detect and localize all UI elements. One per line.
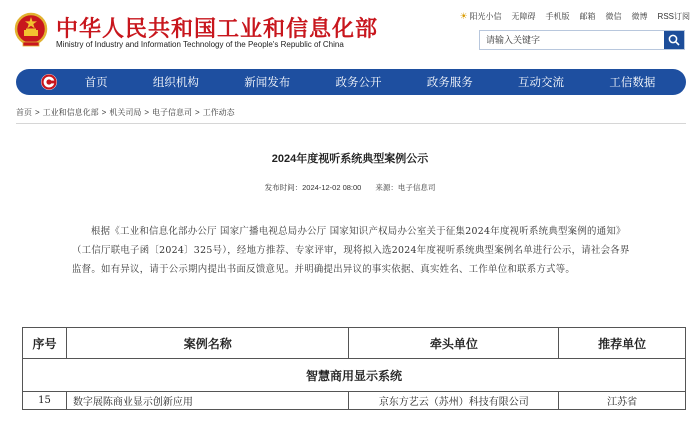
header-no: 序号 [23, 328, 67, 359]
breadcrumb-separator: > [35, 108, 40, 117]
header-case-name: 案例名称 [66, 328, 349, 359]
header-recommender: 推荐单位 [559, 328, 686, 359]
breadcrumb-separator: > [144, 108, 150, 117]
search-input[interactable] [480, 31, 664, 49]
source-label: 来源： [375, 183, 398, 192]
breadcrumb-separator: > [101, 108, 107, 117]
top-link-rss[interactable]: RSS订阅 [657, 12, 690, 21]
miit-logo-svg [39, 72, 59, 92]
miit-logo-icon[interactable] [36, 69, 62, 95]
top-link-sunshine[interactable]: ☀ 阳光小信 [459, 11, 502, 21]
nav-item-organization[interactable]: 组织机构 [152, 77, 199, 89]
row-no: 15 [23, 392, 67, 410]
top-link-mail[interactable]: 邮箱 [579, 12, 596, 21]
top-links [459, 11, 690, 22]
row-recommender: 江苏省 [559, 392, 686, 410]
category-row [23, 359, 686, 392]
breadcrumb [16, 107, 235, 118]
search-button[interactable] [664, 31, 684, 49]
nav-item-home[interactable]: 首页 [84, 77, 108, 89]
breadcrumb-home[interactable]: 首页 [16, 108, 32, 117]
breadcrumb-departments[interactable]: 机关司局 [109, 108, 142, 117]
nav-item-public-affairs[interactable]: 政务公开 [335, 77, 382, 89]
article-title: 2024年度视听系统典型案例公示 [271, 153, 429, 165]
sun-icon: ☀ [459, 11, 468, 21]
row-lead-unit: 京东方艺云（苏州）科技有限公司 [349, 392, 559, 410]
breadcrumb-divider [16, 123, 686, 124]
table-header-row [23, 328, 686, 359]
nav-item-services[interactable]: 政务服务 [426, 77, 473, 89]
article-meta [0, 182, 700, 193]
breadcrumb-ministry[interactable]: 工业和信息化部 [42, 108, 99, 117]
site-header [0, 0, 700, 64]
header-lead-unit: 牵头单位 [349, 328, 559, 359]
nav-item-data[interactable]: 工信数据 [609, 77, 656, 89]
national-emblem-icon[interactable] [14, 12, 48, 48]
article-body: 根据《工业和信息化部办公厅 国家广播电视总局办公厅 国家知识产权局办公室关于征集2024年度视听系统典型案例的通知》（工信厅联电子函〔2024〕325号），经地方推荐、专家评审，现将拟入选2024年度视听系统典型案例名单进行公示，请社会各界监督。如有异议，请于公示期内提出书面反馈意见。并明确提出异议的事实依据、真实姓名、工作单位和联系方式等。 [72, 226, 630, 275]
breadcrumb-electronics[interactable]: 电子信息司 [152, 108, 193, 117]
search-box [479, 30, 685, 50]
published-value: 2024-12-02 08:00 [302, 183, 362, 192]
nav-item-interaction[interactable]: 互动交流 [518, 77, 565, 89]
top-link-weibo[interactable]: 微博 [631, 12, 648, 21]
nav-items [62, 74, 686, 90]
main-nav [16, 69, 686, 95]
search-icon [668, 34, 680, 46]
source-value: 电子信息司 [397, 183, 436, 192]
table-row [23, 392, 686, 410]
case-table [22, 327, 686, 410]
breadcrumb-separator: > [195, 108, 200, 117]
nav-item-news[interactable]: 新闻发布 [244, 77, 291, 89]
breadcrumb-work-updates[interactable]: 工作动态 [202, 108, 235, 117]
published-label: 发布时间： [264, 183, 303, 192]
row-case-name: 数字展陈商业显示创新应用 [66, 392, 349, 410]
site-title[interactable]: 中华人民共和国工业和信息化部 [56, 16, 379, 41]
top-link-accessibility[interactable]: 无障碍 [511, 12, 536, 21]
top-link-wechat[interactable]: 微信 [605, 12, 622, 21]
top-link-mobile[interactable]: 手机版 [545, 12, 570, 21]
category-label: 智慧商用显示系统 [23, 359, 686, 392]
site-subtitle: Ministry of Industry and Information Technology of the People's Republic of China [56, 40, 344, 49]
